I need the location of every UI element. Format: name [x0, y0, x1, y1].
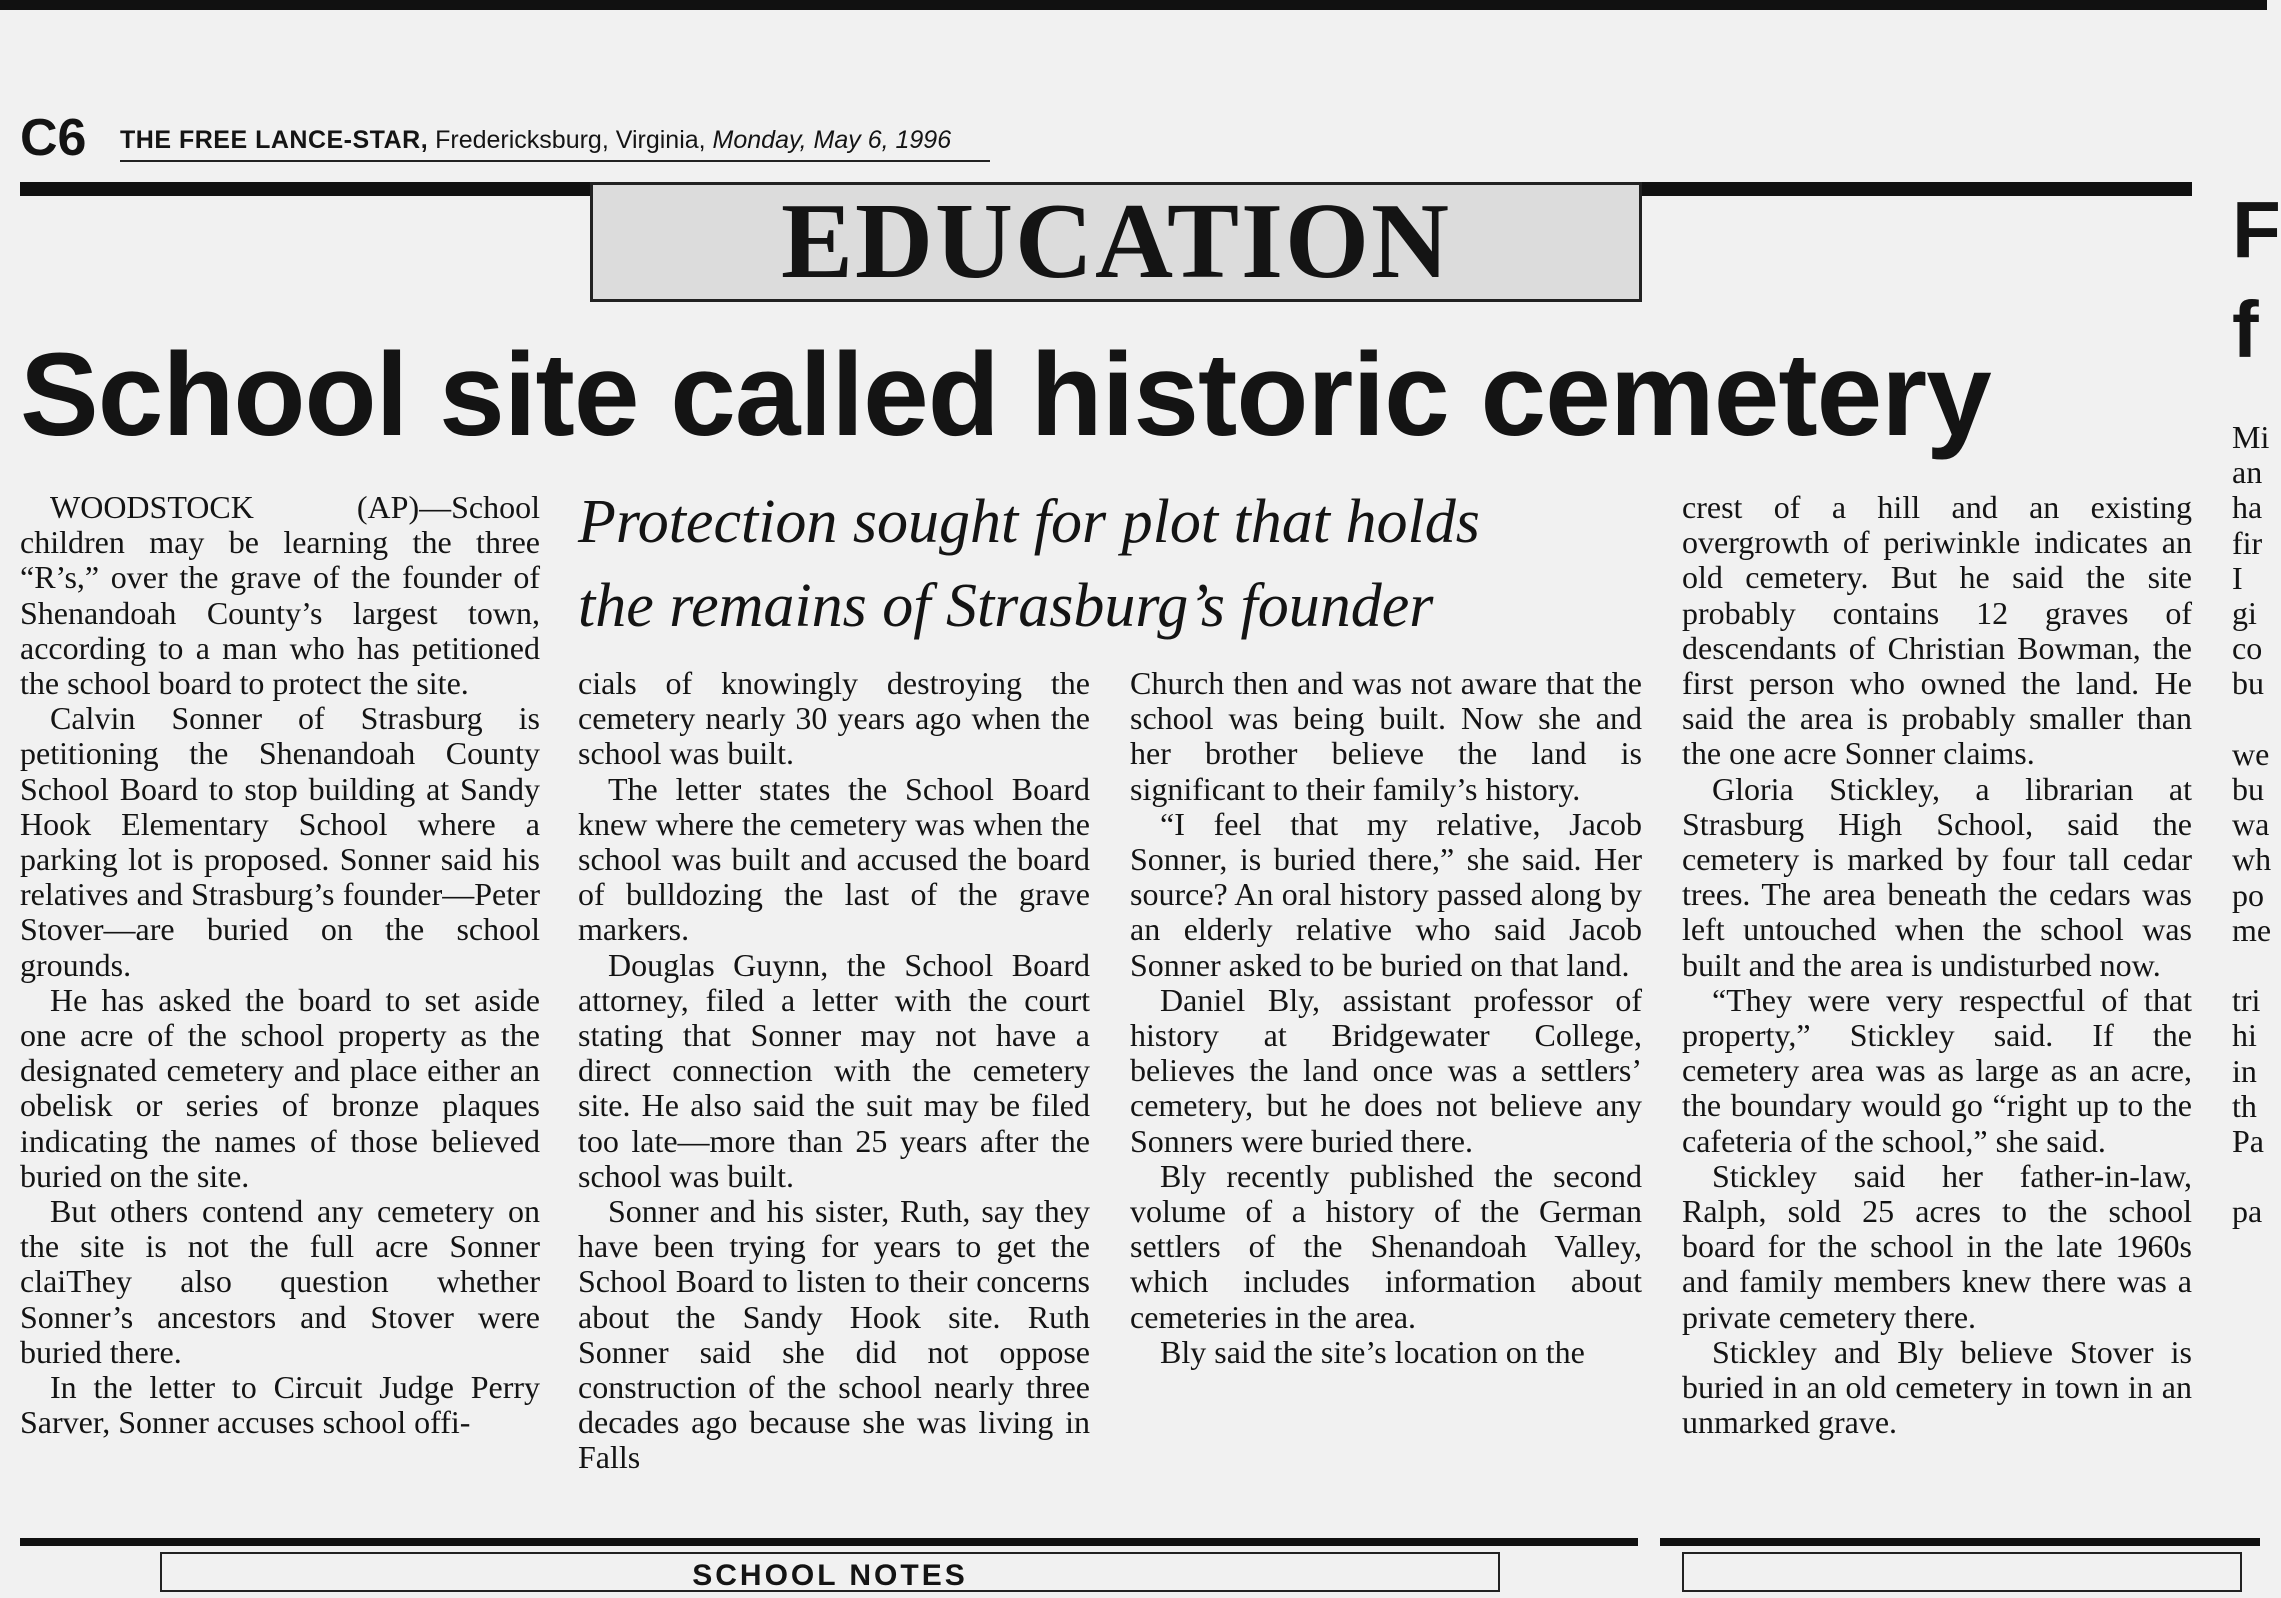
paragraph: Bly said the site’s location on the: [1160, 1333, 1585, 1370]
bottom-rule: [20, 1538, 1638, 1546]
paragraph: cials of knowingly destroying the cemetery nearly 30 years ago when the school was built.: [578, 665, 1090, 772]
text-fragment: gi: [2232, 595, 2257, 632]
text-fragment: me: [2232, 911, 2272, 948]
text-fragment: pa: [2232, 1193, 2263, 1230]
article-column-4: [1682, 490, 2192, 1440]
text-fragment: Mi: [2232, 419, 2270, 455]
text-fragment: Pa: [2232, 1123, 2264, 1160]
text-fragment: ha: [2232, 489, 2263, 526]
masthead-underline: [120, 160, 990, 162]
text-fragment: we: [2232, 735, 2270, 772]
article-column-1: [20, 490, 540, 1440]
text-fragment: an: [2232, 454, 2263, 491]
issue-date: Monday, May 6, 1996: [712, 126, 952, 154]
paragraph: “They were very respectful of that property,” Stickley said. If the cemetery area was as large as an acre, the boundary would go “right up to the cafeteria of the school,” she said.: [1682, 981, 2192, 1159]
section-banner: [590, 182, 1642, 302]
paragraph: Bly recently published the second volume of a history of the German settlers of the Shenandoah Valley, which includes information about cemeteries in the area.: [1130, 1157, 1642, 1335]
paragraph: Daniel Bly, assistant professor of history at Bridgewater College, believes the land once was a settlers’ cemetery, but he does not believe any Sonners were buried there.: [1130, 981, 1642, 1159]
paper-name: THE FREE LANCE-STAR,: [120, 126, 429, 154]
paragraph: WOODSTOCK (AP)—School children may be learning the three “R’s,” over the grave of the founder of Shenandoah County’s largest town, according to a man who has petitioned the school board to protect the site.: [20, 489, 540, 702]
paragraph: Sonner and his sister, Ruth, say they have been trying for years to get the School Board to listen to their concerns about the Sandy Hook site. Ruth Sonner said she did not oppose construction of the school nearly three decades ago because she was living in Falls: [578, 1193, 1090, 1476]
text-fragment: in: [2232, 1052, 2257, 1089]
text-fragment: bu: [2232, 665, 2264, 702]
text-fragment: wa: [2232, 806, 2270, 843]
paragraph: Douglas Guynn, the School Board attorney, filed a letter with the court stating that Sonner may not have a direct connection with the cemetery site. He also said the suit may be filed too late—more than 25 years after the school was built.: [578, 946, 1090, 1194]
school-notes-box: [160, 1552, 1500, 1592]
text-fragment: [2232, 948, 2267, 983]
deck-line: the remains of Strasburg’s founder: [578, 572, 1434, 640]
adjacent-headline-fragment: f: [2232, 285, 2259, 374]
school-notes-label: SCHOOL NOTES: [692, 1559, 968, 1592]
text-fragment: I: [2232, 559, 2243, 596]
article-headline: School site called historic cemetery: [20, 329, 1991, 461]
paragraph: Calvin Sonner of Strasburg is petitioning the Shenandoah County School Board to stop building at Sandy Hook Elementary School where a parking lot is proposed. Sonner said his relatives and Strasburg’s founder—Peter Stover—are buried on the school grounds.: [20, 700, 540, 983]
paragraph: But others contend any cemetery on the site is not the full acre Sonner claiThey also question whether Sonner’s ancestors and Stover were buried there.: [20, 1193, 540, 1370]
paragraph: The letter states the School Board knew where the cemetery was when the school was built and accused the board of bulldozing the last of the grave markers.: [578, 770, 1090, 948]
text-fragment: co: [2232, 630, 2263, 667]
text-fragment: hi: [2232, 1017, 2257, 1054]
text-fragment: po: [2232, 876, 2264, 913]
paragraph: Church then and was not aware that the school was being built. Now she and her brother believe the land is significant to their family’s history.: [1130, 665, 1642, 807]
paragraph: In the letter to Circuit Judge Perry Sarver, Sonner accuses school offi-: [20, 1369, 540, 1441]
top-border: [0, 0, 2267, 10]
paragraph: Stickley said her father-in-law, Ralph, sold 25 acres to the school board for the school in the late 1960s and family members knew there was a private cemetery there.: [1682, 1157, 2192, 1335]
article-deck: [578, 480, 1638, 648]
bottom-rule-right: [1660, 1538, 2260, 1546]
adjacent-box: [1682, 1552, 2242, 1592]
paragraph: “I feel that my relative, Jacob Sonner, is buried there,” she said. Her source? An oral history passed along by an elderly relative who said Jacob Sonner asked to be buried on that land.: [1130, 805, 1642, 983]
text-fragment: [2232, 1159, 2267, 1194]
adjacent-article-fragment: [2232, 180, 2281, 1560]
text-fragment: [2232, 702, 2267, 737]
section-title: EDUCATION: [780, 182, 1452, 301]
text-fragment: th: [2232, 1087, 2257, 1124]
article-column-2: [578, 666, 1090, 1476]
text-fragment: fir: [2232, 524, 2263, 561]
paragraph: crest of a hill and an existing overgrowth of periwinkle indicates an old cemetery. But he said the site probably contains 12 graves of descendants of Christian Bowman, the first person who owned the land. He said the area is probably smaller than the one acre Sonner claims.: [1682, 489, 2192, 772]
deck-line: Protection sought for plot that holds: [578, 488, 1480, 556]
adjacent-headline-fragment: F: [2232, 185, 2281, 274]
paragraph: Gloria Stickley, a librarian at Strasburg High School, said the cemetery is marked by four tall cedar trees. The area beneath the cedars was left untouched when the school was built and the area is undisturbed now.: [1682, 770, 2192, 983]
text-fragment: bu: [2232, 771, 2264, 808]
adjacent-text-fragment: [2232, 419, 2272, 1230]
page-number: C6: [20, 109, 87, 167]
paper-location: Fredericksburg, Virginia,: [435, 126, 706, 154]
text-fragment: wh: [2232, 841, 2272, 878]
article-column-3: [1130, 666, 1642, 1370]
masthead-line: [120, 124, 990, 156]
paragraph: He has asked the board to set aside one acre of the school property as the designated cemetery and place either an obelisk or series of bronze plaques indicating the names of those believed buried on the site.: [20, 981, 540, 1194]
text-fragment: tri: [2232, 982, 2261, 1019]
paragraph: Stickley and Bly believe Stover is buried in an old cemetery in town in an unmarked grave.: [1682, 1333, 2192, 1441]
